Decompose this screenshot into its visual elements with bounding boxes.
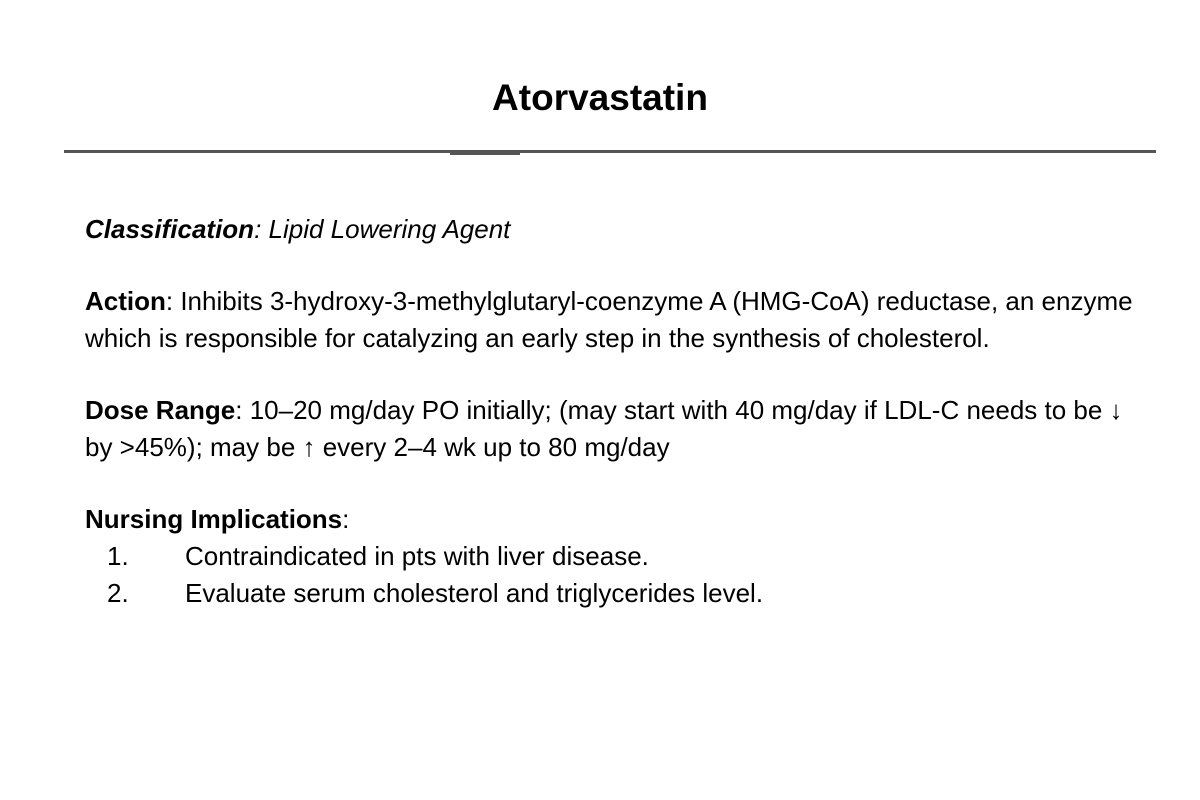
dose-range-section: [85, 392, 1145, 466]
nursing-implications-list: [85, 538, 1145, 612]
action-value: : Inhibits 3-hydroxy-3-methylglutaryl-coenzyme A (HMG-CoA) reductase, an enzyme which is responsible for catalyzing an early step in the synthesis of cholesterol.: [85, 286, 1133, 353]
list-item-number: 2.: [107, 578, 129, 608]
dose-range-label: Dose Range: [85, 395, 236, 425]
list-item: [85, 575, 1145, 612]
drug-card-body: [85, 211, 1145, 612]
list-item: [85, 538, 1145, 575]
nursing-implications-label: Nursing Implications: [85, 504, 343, 534]
list-item-text: Contraindicated in pts with liver disease.: [185, 541, 649, 571]
classification-separator: :: [254, 214, 262, 244]
classification-value: Lipid Lowering Agent: [261, 214, 511, 244]
action-label: Action: [85, 286, 166, 316]
list-item-text: Evaluate serum cholesterol and triglycerides level.: [185, 578, 764, 608]
classification-label: Classification: [85, 214, 255, 244]
title-divider: [64, 150, 1156, 153]
action-section: [85, 283, 1145, 357]
page-title: Atorvastatin: [492, 77, 708, 118]
list-item-number: 1.: [107, 541, 129, 571]
title-divider-accent: [450, 150, 520, 155]
nursing-implications-separator: :: [342, 504, 350, 534]
classification-section: [85, 211, 1145, 248]
dose-range-value: : 10–20 mg/day PO initially; (may start with 40 mg/day if LDL-C needs to be ↓ by >45%); may be ↑ every 2–4 wk up to 80 mg/day: [85, 395, 1123, 462]
nursing-implications-section: [85, 501, 1145, 612]
